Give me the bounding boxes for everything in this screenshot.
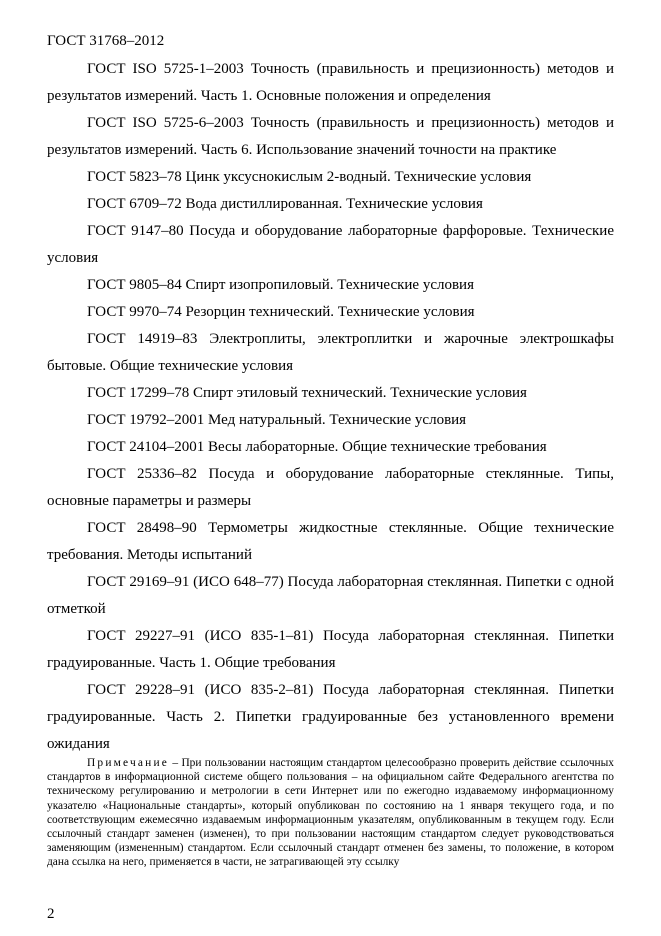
- reference-item: ГОСТ 5823–78 Цинк уксуснокислым 2-водный. Технические условия: [87, 169, 532, 185]
- note-dash: –: [169, 757, 182, 769]
- reference-item: ГОСТ 29228–91 (ИСО 835-2–81) Посуда лабораторная стеклянная. Пипетки градуированные. Часть 2. Пипетки градуированные без установленного времени ожидания: [47, 682, 614, 752]
- reference-item: ГОСТ 6709–72 Вода дистиллированная. Технические условия: [87, 196, 483, 212]
- reference-item: ГОСТ 14919–83 Электроплиты, электроплитки и жарочные электрошкафы бытовые. Общие технические условия: [47, 331, 614, 374]
- note-paragraph: [47, 756, 614, 870]
- reference-item: ГОСТ ISO 5725-6–2003 Точность (правильность и прецизионность) методов и результатов измерений. Часть 6. Использование значений точности на практике: [47, 115, 614, 158]
- page-number: 2: [47, 906, 55, 922]
- reference-item: ГОСТ 17299–78 Спирт этиловый технический. Технические условия: [87, 385, 527, 401]
- reference-item: ГОСТ 9147–80 Посуда и оборудование лабораторные фарфоровые. Технические условия: [47, 223, 614, 266]
- reference-item: ГОСТ 28498–90 Термометры жидкостные стеклянные. Общие технические требования. Методы испытаний: [47, 520, 614, 563]
- reference-item: ГОСТ 24104–2001 Весы лабораторные. Общие технические требования: [87, 439, 547, 455]
- reference-item: ГОСТ 9970–74 Резорцин технический. Технические условия: [87, 304, 475, 320]
- note-label: Примечание: [87, 757, 170, 769]
- reference-item: ГОСТ 9805–84 Спирт изопропиловый. Технические условия: [87, 277, 474, 293]
- document-header: ГОСТ 31768–2012: [47, 33, 165, 49]
- reference-item: ГОСТ 29169–91 (ИСО 648–77) Посуда лабораторная стеклянная. Пипетки с одной отметкой: [47, 574, 614, 617]
- reference-item: ГОСТ 25336–82 Посуда и оборудование лабораторные стеклянные. Типы, основные параметры и размеры: [47, 466, 614, 509]
- reference-item: ГОСТ 29227–91 (ИСО 835-1–81) Посуда лабораторная стеклянная. Пипетки градуированные. Часть 1. Общие требования: [47, 628, 614, 671]
- reference-item: ГОСТ 19792–2001 Мед натуральный. Технические условия: [87, 412, 467, 428]
- normative-references-list: [47, 56, 614, 758]
- note-text: При пользовании настоящим стандартом целесообразно проверить действие ссылочных стандартов в информационной системе общего пользования – на официальном сайте Федерального агентства по техническому регулированию и метрологии в сети Интернет или по ежегодно издаваемому информационному указателю «Национальные стандарты», который опубликован по состоянию на 1 января текущего года, и по соответствующим ежемесячно издаваемым информационным указателям, опубликованным в текущем году. Если ссылочный стандарт заменен (изменен), то при пользовании настоящим стандартом следует руководствоваться заменяющим (измененным) стандартом. Если ссылочный стандарт отменен без замены, то положение, в котором дана ссылка на него, применяется в части, не затрагивающей эту ссылку: [47, 757, 615, 869]
- reference-item: ГОСТ ISO 5725-1–2003 Точность (правильность и прецизионность) методов и результатов измерений. Часть 1. Основные положения и определения: [47, 61, 614, 104]
